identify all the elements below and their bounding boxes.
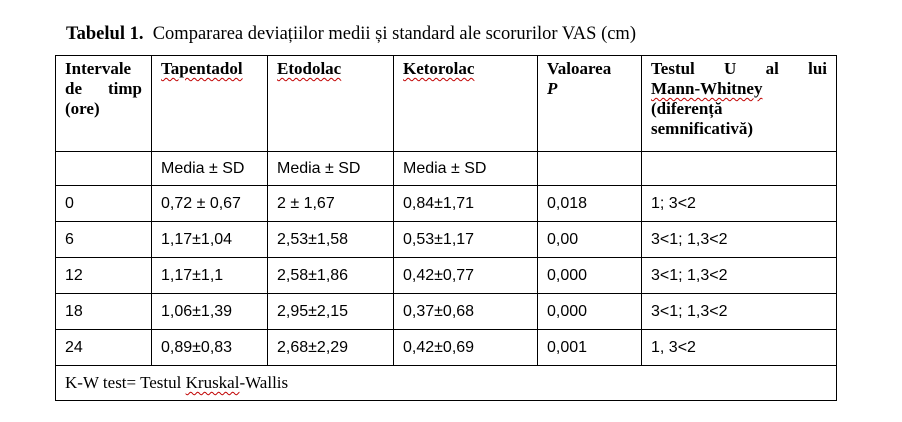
cell-mann-whitney: 1, 3<2 [642,330,837,366]
cell-p-value: 0,001 [538,330,642,366]
cell-etodolac: 2 ± 1,67 [268,186,394,222]
header-mann-whitney: Testul U al lui Mann-Whitney (diferență semnificativă) [642,56,837,152]
cell-mann-whitney: 1; 3<2 [642,186,837,222]
cell-p-value: 0,000 [538,258,642,294]
caption-text: Compararea deviațiilor medii și standard ale scorurilor VAS (cm) [152,24,636,44]
subheader-empty [56,152,152,186]
table-row [56,294,837,330]
header-time-interval: Intervale de timp (ore) [56,56,152,152]
table-row [56,330,837,366]
caption-label: Tabelul 1. [66,24,144,44]
cell-ketorolac: 0,37±0,68 [394,294,538,330]
header-ketorolac: Ketorolac [394,56,538,152]
cell-time: 6 [56,222,152,258]
cell-p-value: 0,000 [538,294,642,330]
cell-ketorolac: 0,42±0,69 [394,330,538,366]
cell-etodolac: 2,58±1,86 [268,258,394,294]
cell-mann-whitney: 3<1; 1,3<2 [642,222,837,258]
header-row [56,56,837,152]
cell-etodolac: 2,95±2,15 [268,294,394,330]
table-row [56,258,837,294]
cell-time: 0 [56,186,152,222]
cell-mann-whitney: 3<1; 1,3<2 [642,294,837,330]
cell-tapentadol: 1,06±1,39 [152,294,268,330]
cell-mann-whitney: 3<1; 1,3<2 [642,258,837,294]
header-p-value: Valoarea P [538,56,642,152]
cell-p-value: 0,018 [538,186,642,222]
header-etodolac: Etodolac [268,56,394,152]
subheader-empty [642,152,837,186]
table-row [56,222,837,258]
vas-comparison-table [55,55,837,401]
footnote-row [56,366,837,401]
cell-ketorolac: 0,42±0,77 [394,258,538,294]
cell-time: 18 [56,294,152,330]
subheader-mean-sd: Media ± SD [394,152,538,186]
subheader-row [56,152,837,186]
cell-time: 12 [56,258,152,294]
cell-tapentadol: 1,17±1,1 [152,258,268,294]
cell-time: 24 [56,330,152,366]
cell-p-value: 0,00 [538,222,642,258]
table-row [56,186,837,222]
cell-tapentadol: 0,72 ± 0,67 [152,186,268,222]
table-footnote: K-W test= Testul Kruskal-Wallis [56,366,837,401]
cell-etodolac: 2,53±1,58 [268,222,394,258]
table-caption [66,24,636,45]
subheader-empty [538,152,642,186]
cell-tapentadol: 1,17±1,04 [152,222,268,258]
cell-ketorolac: 0,53±1,17 [394,222,538,258]
cell-tapentadol: 0,89±0,83 [152,330,268,366]
header-tapentadol: Tapentadol [152,56,268,152]
subheader-mean-sd: Media ± SD [268,152,394,186]
cell-ketorolac: 0,84±1,71 [394,186,538,222]
subheader-mean-sd: Media ± SD [152,152,268,186]
cell-etodolac: 2,68±2,29 [268,330,394,366]
